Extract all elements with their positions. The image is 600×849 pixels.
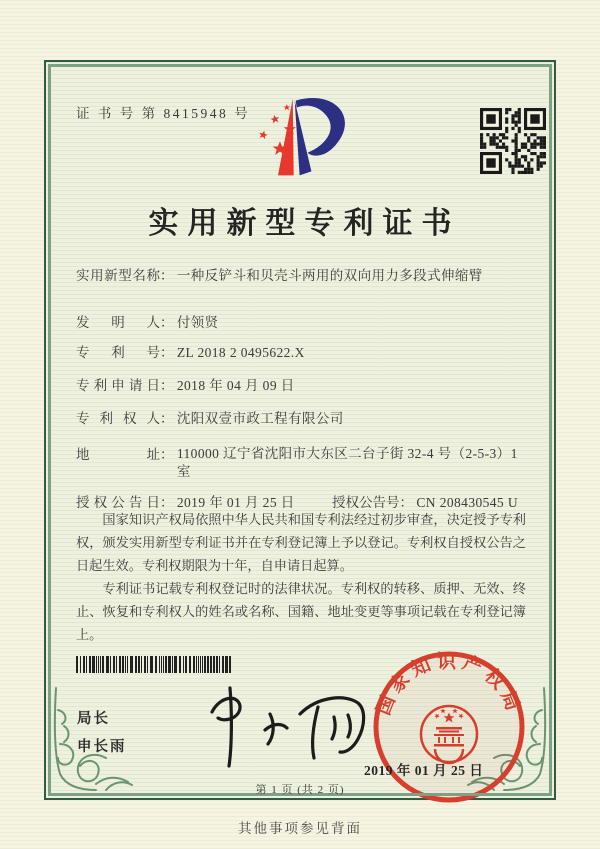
signer-title: 局长	[77, 711, 110, 727]
page-indicator: 第 1 页 (共 2 页)	[255, 784, 345, 796]
field-row-patentee: 专利权人： 沈阳双壹市政工程有限公司	[76, 411, 344, 426]
field-label: 授权公告号	[332, 495, 400, 510]
field-label: 实用新型名称	[76, 268, 160, 283]
field-label: 地址	[76, 447, 160, 462]
field-row-filing-date: 专利申请日： 2018 年 04 月 09 日	[76, 378, 295, 393]
seal-date: 2019 年 01 月 25 日	[364, 763, 484, 778]
legal-paragraph-2: 专利证书记载专利权登记时的法律状况。专利权的转移、质押、无效、终止、恢复和专利权人的姓名或名称、国籍、地址变更等事项记载在专利登记簿上。	[76, 581, 526, 642]
field-value: 一种反铲斗和贝壳斗两用的双向用力多段式伸缩臂	[176, 268, 483, 283]
corner-ornament-left-icon	[50, 682, 142, 794]
certificate-frame	[44, 60, 556, 800]
field-label: 授权公告日	[76, 495, 160, 510]
qr-code-icon	[480, 108, 546, 174]
signature-icon	[184, 672, 389, 787]
certificate-number: 证 书 号 第 8415948 号	[76, 106, 251, 121]
seal-org-text: 国家知识产权局	[373, 651, 525, 719]
field-value: 110000 辽宁省沈阳市大东区二台子街 32-4 号（2-5-3）1室	[176, 446, 518, 479]
legal-paragraph-1: 国家知识产权局依照中华人民共和国专利法经过初步审查，决定授予专利权，颁发实用新型专利证书并在专利登记簿上予以登记。专利权自授权公告之日起生效。专利权期限为十年，自申请日起算。	[76, 512, 526, 573]
back-side-note: 其他事项参见背面	[238, 821, 362, 836]
field-pair-grant-no: 授权公告号： CN 208430545 U	[332, 495, 519, 510]
field-label: 专利权人	[76, 411, 160, 426]
field-row-name: 实用新型名称： 一种反铲斗和贝壳斗两用的双向用力多段式伸缩臂	[76, 268, 483, 283]
field-value: 2019 年 01 月 25 日	[176, 495, 295, 510]
certificate-title: 实用新型专利证书	[148, 207, 461, 240]
cnipa-patent-logo-icon	[239, 88, 357, 184]
signer-name: 申长雨	[77, 739, 127, 755]
field-row-address: 地址： 110000 辽宁省沈阳市大东区二台子街 32-4 号（2-5-3）1室	[76, 445, 532, 481]
field-label: 专利申请日	[76, 378, 160, 393]
field-row-inventor: 发明人： 付领贤	[76, 315, 219, 330]
field-value: 沈阳双壹市政工程有限公司	[176, 411, 344, 426]
field-value: ZL 2018 2 0495622.X	[176, 345, 305, 360]
field-value: CN 208430545 U	[416, 495, 519, 510]
legal-text	[76, 508, 526, 646]
field-label: 专利号	[76, 345, 160, 360]
field-row-patent-no: 专利号： ZL 2018 2 0495622.X	[76, 345, 305, 360]
field-value: 付领贤	[176, 315, 219, 330]
fields-block	[76, 266, 532, 526]
field-value: 2018 年 04 月 09 日	[176, 378, 295, 393]
barcode-icon	[76, 656, 234, 673]
field-label: 发明人	[76, 315, 160, 330]
field-row-grant: 授权公告日： 2019 年 01 月 25 日 授权公告号： CN 208430545 U	[76, 495, 519, 510]
